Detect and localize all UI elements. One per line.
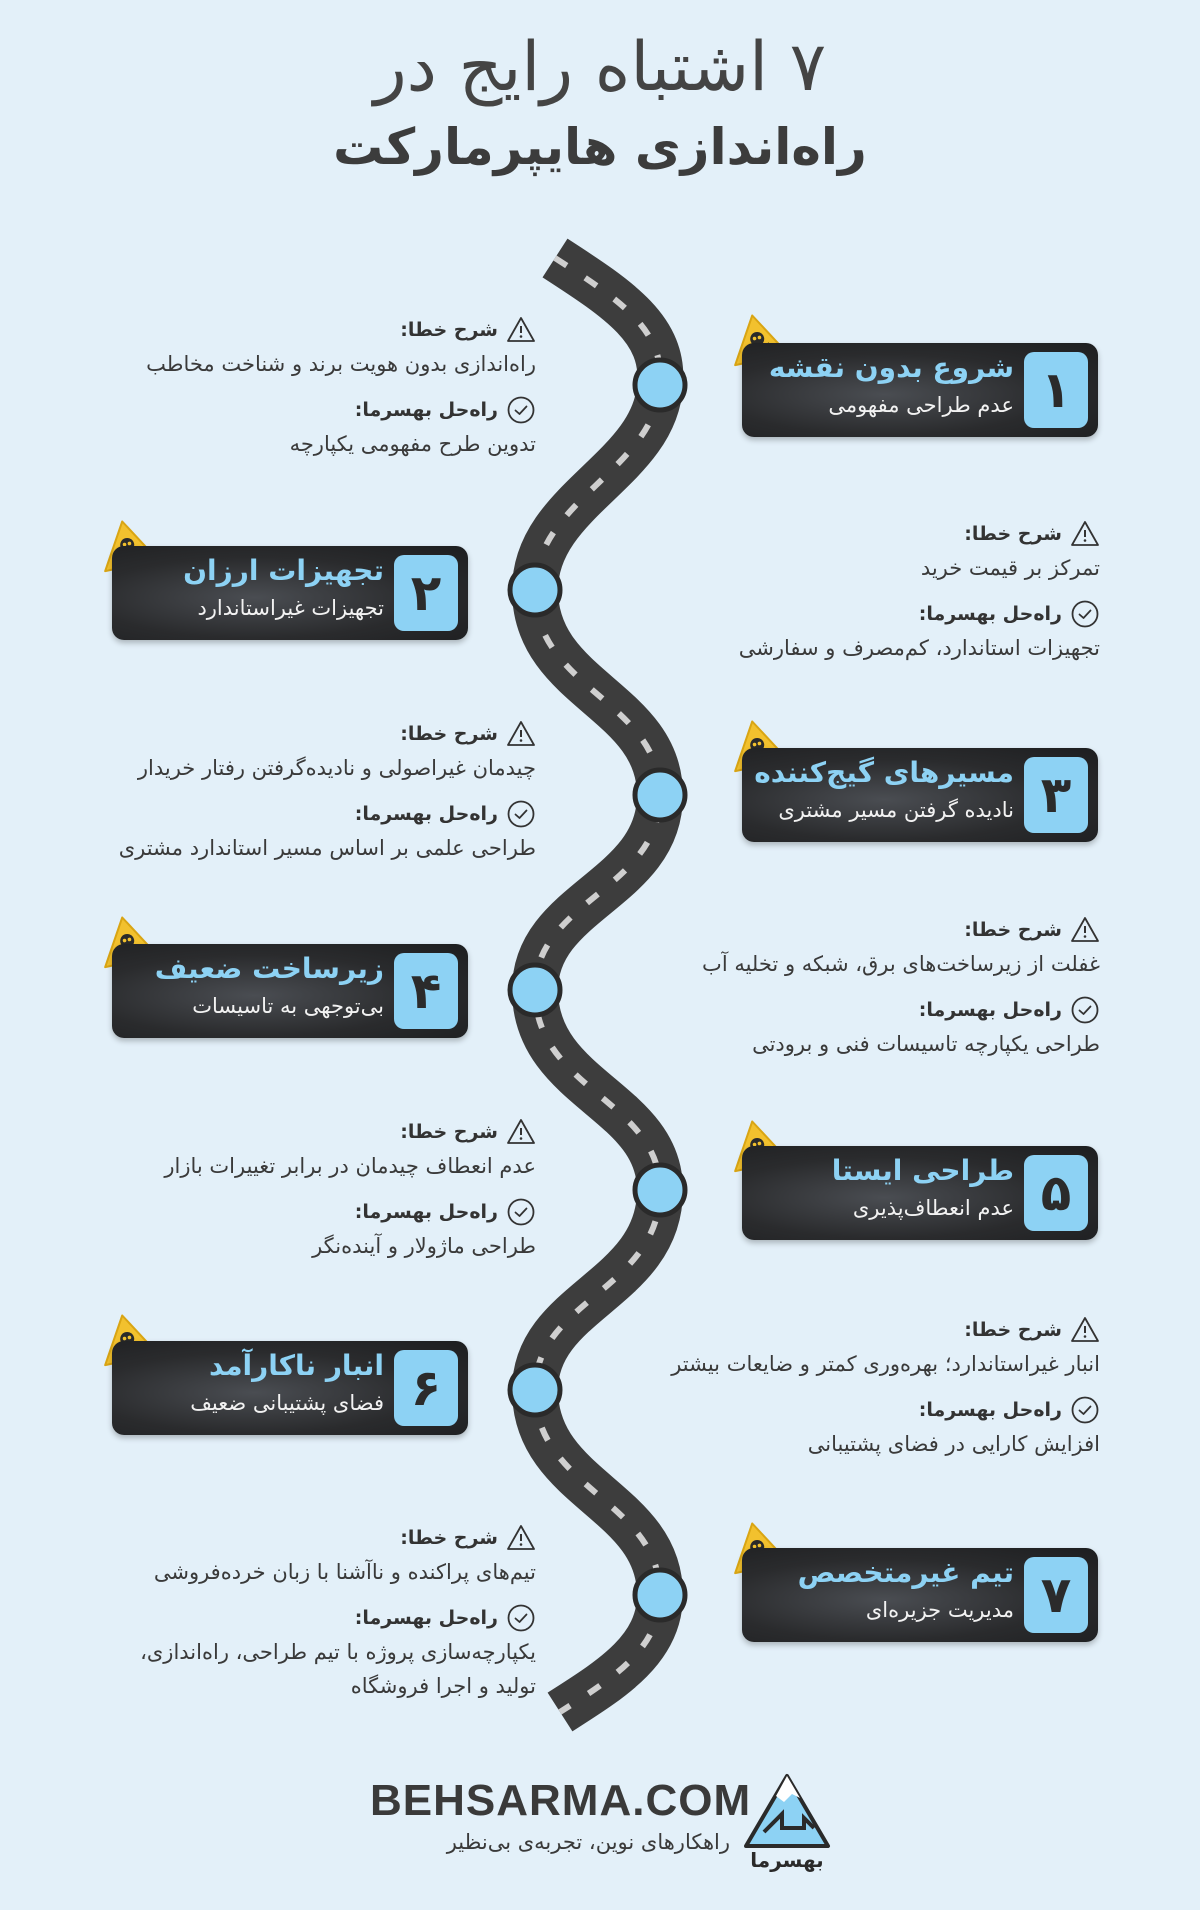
mistake-number: ۲ (394, 555, 458, 631)
mistake-title: تجهیزات ارزان (183, 554, 384, 587)
check-circle-icon (506, 1197, 536, 1227)
mistake-info-4 (580, 914, 1100, 1074)
mistake-subtitle: بی‌توجهی به تاسیسات (192, 994, 384, 1018)
check-circle-icon (506, 799, 536, 829)
solution-text: طراحی یکپارچه تاسیسات فنی و برودتی (752, 1032, 1100, 1056)
solution-label: راه‌حل بهسرما: (354, 803, 498, 825)
mistake-card-1 (742, 343, 1098, 437)
road-node-1 (635, 360, 685, 410)
mistake-card-7 (742, 1548, 1098, 1642)
mistake-title: طراحی ایستا (831, 1154, 1014, 1187)
solution-label: راه‌حل بهسرما: (354, 1607, 498, 1629)
mistake-number: ۴ (394, 953, 458, 1029)
mistake-card-4 (112, 944, 468, 1038)
error-label: شرح خطا: (964, 919, 1062, 941)
mistake-title: مسیرهای گیج‌کننده (754, 756, 1014, 789)
mistake-card-6 (112, 1341, 468, 1435)
mistake-info-7 (20, 1522, 536, 1716)
check-circle-icon (1070, 1395, 1100, 1425)
error-text: تمرکز بر قیمت خرید (920, 556, 1100, 580)
mistake-card-2 (112, 546, 468, 640)
mistake-number: ۳ (1024, 757, 1088, 833)
mistake-info-6 (580, 1314, 1100, 1474)
solution-text: طراحی ماژولار و آینده‌نگر (312, 1234, 536, 1258)
solution-label: راه‌حل بهسرما: (354, 1201, 498, 1223)
mistake-title: شروع بدون نقشه (768, 351, 1014, 384)
brand-logo (742, 1770, 832, 1880)
mistake-info-3 (20, 718, 536, 878)
warning-triangle-icon (1070, 519, 1100, 549)
logo-text: بهسرما (750, 1848, 824, 1872)
mistake-card-3 (742, 748, 1098, 842)
warning-triangle-icon (1070, 915, 1100, 945)
solution-label: راه‌حل بهسرما: (354, 399, 498, 421)
mistake-subtitle: فضای پشتیبانی ضعیف (190, 1391, 384, 1415)
error-label: شرح خطا: (964, 523, 1062, 545)
mistake-subtitle: تجهیزات غیراستاندارد (197, 596, 384, 620)
road-node-5 (635, 1165, 685, 1215)
mistake-number: ۵ (1024, 1155, 1088, 1231)
solution-text-line2: تولید و اجرا فروشگاه (350, 1674, 536, 1698)
road-node-7 (635, 1570, 685, 1620)
error-text: چیدمان غیراصولی و نادیده‌گرفتن رفتار خریدار (137, 756, 536, 780)
error-label: شرح خطا: (400, 319, 498, 341)
error-text: عدم انعطاف چیدمان در برابر تغییرات بازار (164, 1154, 536, 1178)
error-text: انبار غیراستاندارد؛ بهره‌وری کمتر و ضایعات بیشتر (671, 1352, 1100, 1376)
check-circle-icon (1070, 599, 1100, 629)
brand-tagline: راهکارهای نوین، تجربه‌ی بی‌نظیر (446, 1830, 730, 1854)
error-text: غفلت از زیرساخت‌های برق، شبکه و تخلیه آب (702, 952, 1100, 976)
error-text: راه‌اندازی بدون هویت برند و شناخت مخاطب (146, 352, 536, 376)
mistake-number: ۱ (1024, 352, 1088, 428)
road-node-6 (510, 1365, 560, 1415)
solution-text: تجهیزات استاندارد، کم‌مصرف و سفارشی (738, 636, 1100, 660)
mistake-info-1 (20, 314, 536, 474)
solution-text: افزایش کارایی در فضای پشتیبانی (807, 1432, 1100, 1456)
solution-label: راه‌حل بهسرما: (918, 1399, 1062, 1421)
warning-triangle-icon (506, 719, 536, 749)
mistake-card-5 (742, 1146, 1098, 1240)
warning-triangle-icon (506, 315, 536, 345)
mistake-info-5 (20, 1116, 536, 1276)
mistake-subtitle: نادیده گرفتن مسیر مشتری (778, 798, 1014, 822)
solution-text: تدوین طرح مفهومی یکپارچه (289, 432, 536, 456)
error-label: شرح خطا: (400, 1121, 498, 1143)
warning-triangle-icon (1070, 1315, 1100, 1345)
mistake-subtitle: مدیریت جزیره‌ای (865, 1598, 1014, 1622)
check-circle-icon (506, 395, 536, 425)
error-label: شرح خطا: (400, 723, 498, 745)
error-label: شرح خطا: (964, 1319, 1062, 1341)
brand-website: BEHSARMA.COM (370, 1776, 752, 1825)
solution-label: راه‌حل بهسرما: (918, 603, 1062, 625)
mistake-info-2 (580, 518, 1100, 678)
road-node-2 (510, 565, 560, 615)
solution-label: راه‌حل بهسرما: (918, 999, 1062, 1021)
warning-triangle-icon (506, 1523, 536, 1553)
mistake-title: تیم غیرمتخصص (797, 1556, 1014, 1589)
mistake-title: زیرساخت ضعیف (154, 952, 384, 985)
road-node-3 (635, 770, 685, 820)
page-title-line2: راه‌اندازی هایپرمارکت (333, 118, 867, 176)
road-node-4 (510, 965, 560, 1015)
mistake-title: انبار ناکارآمد (209, 1349, 384, 1382)
error-label: شرح خطا: (400, 1527, 498, 1549)
mistake-subtitle: عدم انعطاف‌پذیری (852, 1196, 1014, 1220)
mistake-number: ۷ (1024, 1557, 1088, 1633)
solution-text: طراحی علمی بر اساس مسیر استاندارد مشتری (118, 836, 536, 860)
warning-triangle-icon (506, 1117, 536, 1147)
error-text: تیم‌های پراکنده و ناآشنا با زبان خرده‌فروشی (153, 1560, 536, 1584)
mistake-subtitle: عدم طراحی مفهومی (828, 393, 1014, 417)
page-title-line1: ۷ اشتباه رایج در (373, 28, 827, 107)
mistake-number: ۶ (394, 1350, 458, 1426)
solution-text-line1: یکپارچه‌سازی پروژه با تیم طراحی، راه‌اندازی، (140, 1640, 536, 1664)
check-circle-icon (1070, 995, 1100, 1025)
check-circle-icon (506, 1603, 536, 1633)
